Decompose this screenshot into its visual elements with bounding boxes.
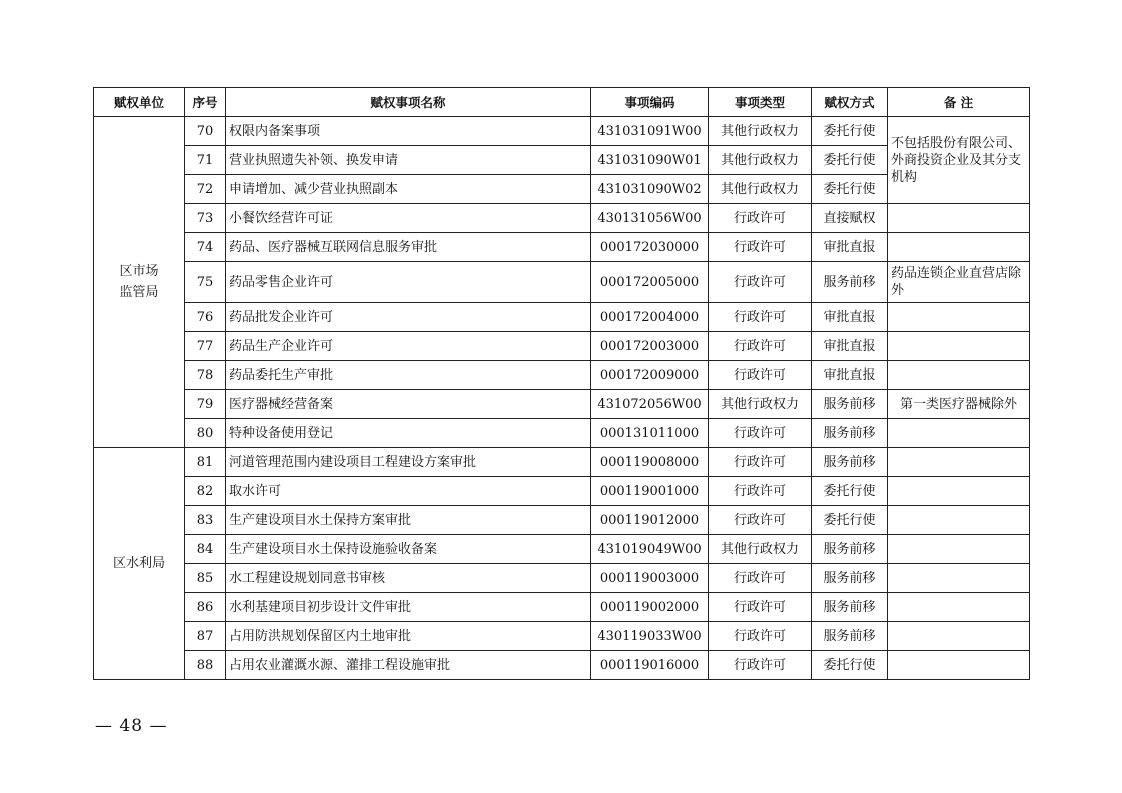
cell-seq: 80 xyxy=(185,419,226,448)
cell-method: 委托行使 xyxy=(812,506,888,535)
table-row xyxy=(94,564,1030,593)
cell-note: 第一类医疗器械除外 xyxy=(888,390,1030,419)
cell-seq: 87 xyxy=(185,622,226,651)
cell-method: 服务前移 xyxy=(812,419,888,448)
cell-seq: 74 xyxy=(185,233,226,262)
table-row xyxy=(94,361,1030,390)
cell-seq: 85 xyxy=(185,564,226,593)
cell-code: 431031090W02 xyxy=(591,175,709,204)
cell-method: 服务前移 xyxy=(812,593,888,622)
cell-type: 其他行政权力 xyxy=(709,390,812,419)
table-header-row xyxy=(94,88,1030,117)
table-row xyxy=(94,419,1030,448)
cell-note xyxy=(888,303,1030,332)
cell-code: 000172004000 xyxy=(591,303,709,332)
cell-note xyxy=(888,477,1030,506)
header-note: 备 注 xyxy=(888,88,1030,117)
cell-code: 000172009000 xyxy=(591,361,709,390)
cell-name: 占用农业灌溉水源、灌排工程设施审批 xyxy=(226,651,591,680)
cell-type: 行政许可 xyxy=(709,593,812,622)
cell-type: 其他行政权力 xyxy=(709,146,812,175)
cell-method: 委托行使 xyxy=(812,477,888,506)
cell-seq: 75 xyxy=(185,262,226,303)
cell-code: 000119016000 xyxy=(591,651,709,680)
authorization-table xyxy=(93,87,1030,680)
cell-seq: 82 xyxy=(185,477,226,506)
header-unit: 赋权单位 xyxy=(94,88,185,117)
cell-seq: 77 xyxy=(185,332,226,361)
table-row xyxy=(94,390,1030,419)
cell-type: 行政许可 xyxy=(709,332,812,361)
cell-code: 000172005000 xyxy=(591,262,709,303)
cell-method: 委托行使 xyxy=(812,117,888,146)
cell-code: 431031091W00 xyxy=(591,117,709,146)
cell-code: 000119001000 xyxy=(591,477,709,506)
page-number: — 48 — xyxy=(95,716,168,736)
cell-type: 行政许可 xyxy=(709,204,812,233)
cell-seq: 86 xyxy=(185,593,226,622)
cell-type: 行政许可 xyxy=(709,262,812,303)
cell-type: 行政许可 xyxy=(709,303,812,332)
cell-type: 其他行政权力 xyxy=(709,175,812,204)
cell-note xyxy=(888,593,1030,622)
cell-seq: 79 xyxy=(185,390,226,419)
unit-water-resources: 区水利局 xyxy=(94,448,185,680)
cell-note xyxy=(888,448,1030,477)
cell-note xyxy=(888,419,1030,448)
table-row xyxy=(94,233,1030,262)
cell-seq: 76 xyxy=(185,303,226,332)
cell-name: 药品批发企业许可 xyxy=(226,303,591,332)
cell-seq: 84 xyxy=(185,535,226,564)
cell-seq: 88 xyxy=(185,651,226,680)
cell-seq: 78 xyxy=(185,361,226,390)
cell-type: 行政许可 xyxy=(709,361,812,390)
cell-seq: 71 xyxy=(185,146,226,175)
cell-code: 430131056W00 xyxy=(591,204,709,233)
cell-type: 其他行政权力 xyxy=(709,117,812,146)
cell-name: 药品生产企业许可 xyxy=(226,332,591,361)
cell-name: 取水许可 xyxy=(226,477,591,506)
cell-seq: 70 xyxy=(185,117,226,146)
table-row xyxy=(94,651,1030,680)
table-row xyxy=(94,477,1030,506)
table-row xyxy=(94,204,1030,233)
cell-name: 占用防洪规划保留区内土地审批 xyxy=(226,622,591,651)
cell-type: 行政许可 xyxy=(709,419,812,448)
header-name: 赋权事项名称 xyxy=(226,88,591,117)
header-code: 事项编码 xyxy=(591,88,709,117)
cell-type: 行政许可 xyxy=(709,564,812,593)
header-type: 事项类型 xyxy=(709,88,812,117)
cell-method: 委托行使 xyxy=(812,175,888,204)
cell-seq: 73 xyxy=(185,204,226,233)
cell-name: 生产建设项目水土保持设施验收备案 xyxy=(226,535,591,564)
cell-name: 特种设备使用登记 xyxy=(226,419,591,448)
cell-note xyxy=(888,332,1030,361)
unit-market-supervision: 区市场 监管局 xyxy=(94,117,185,448)
cell-code: 431031090W01 xyxy=(591,146,709,175)
cell-name: 权限内备案事项 xyxy=(226,117,591,146)
table-row xyxy=(94,593,1030,622)
cell-note xyxy=(888,535,1030,564)
cell-method: 委托行使 xyxy=(812,146,888,175)
cell-type: 行政许可 xyxy=(709,622,812,651)
cell-method: 审批直报 xyxy=(812,361,888,390)
table-row xyxy=(94,303,1030,332)
cell-type: 其他行政权力 xyxy=(709,535,812,564)
cell-code: 430119033W00 xyxy=(591,622,709,651)
cell-code: 000119003000 xyxy=(591,564,709,593)
cell-name: 水利基建项目初步设计文件审批 xyxy=(226,593,591,622)
cell-method: 服务前移 xyxy=(812,535,888,564)
cell-code: 000119012000 xyxy=(591,506,709,535)
cell-note xyxy=(888,564,1030,593)
header-seq: 序号 xyxy=(185,88,226,117)
table-row xyxy=(94,117,1030,146)
cell-code: 000172030000 xyxy=(591,233,709,262)
cell-name: 生产建设项目水土保持方案审批 xyxy=(226,506,591,535)
header-method: 赋权方式 xyxy=(812,88,888,117)
table-row xyxy=(94,262,1030,303)
cell-note: 药品连锁企业直营店除外 xyxy=(888,262,1030,303)
cell-name: 药品、医疗器械互联网信息服务审批 xyxy=(226,233,591,262)
cell-code: 431072056W00 xyxy=(591,390,709,419)
cell-name: 药品委托生产审批 xyxy=(226,361,591,390)
table-row xyxy=(94,332,1030,361)
cell-name: 小餐饮经营许可证 xyxy=(226,204,591,233)
cell-type: 行政许可 xyxy=(709,448,812,477)
table-row xyxy=(94,448,1030,477)
cell-type: 行政许可 xyxy=(709,651,812,680)
cell-method: 服务前移 xyxy=(812,262,888,303)
cell-seq: 83 xyxy=(185,506,226,535)
cell-method: 审批直报 xyxy=(812,332,888,361)
cell-note xyxy=(888,506,1030,535)
cell-note xyxy=(888,622,1030,651)
cell-type: 行政许可 xyxy=(709,233,812,262)
cell-method: 服务前移 xyxy=(812,390,888,419)
cell-method: 服务前移 xyxy=(812,622,888,651)
cell-code: 000119008000 xyxy=(591,448,709,477)
cell-code: 000119002000 xyxy=(591,593,709,622)
cell-type: 行政许可 xyxy=(709,477,812,506)
cell-seq: 72 xyxy=(185,175,226,204)
cell-code: 000172003000 xyxy=(591,332,709,361)
table-row xyxy=(94,535,1030,564)
table-row xyxy=(94,622,1030,651)
cell-name: 申请增加、减少营业执照副本 xyxy=(226,175,591,204)
table-row xyxy=(94,506,1030,535)
cell-method: 直接赋权 xyxy=(812,204,888,233)
cell-method: 委托行使 xyxy=(812,651,888,680)
cell-method: 审批直报 xyxy=(812,303,888,332)
cell-note xyxy=(888,204,1030,233)
cell-method: 审批直报 xyxy=(812,233,888,262)
cell-name: 医疗器械经营备案 xyxy=(226,390,591,419)
cell-method: 服务前移 xyxy=(812,448,888,477)
cell-method: 服务前移 xyxy=(812,564,888,593)
cell-name: 营业执照遗失补领、换发申请 xyxy=(226,146,591,175)
cell-name: 水工程建设规划同意书审核 xyxy=(226,564,591,593)
cell-note xyxy=(888,233,1030,262)
cell-note: 不包括股份有限公司、外商投资企业及其分支机构 xyxy=(888,117,1030,204)
cell-type: 行政许可 xyxy=(709,506,812,535)
cell-name: 河道管理范围内建设项目工程建设方案审批 xyxy=(226,448,591,477)
cell-seq: 81 xyxy=(185,448,226,477)
cell-code: 431019049W00 xyxy=(591,535,709,564)
cell-code: 000131011000 xyxy=(591,419,709,448)
cell-note xyxy=(888,651,1030,680)
cell-note xyxy=(888,361,1030,390)
cell-name: 药品零售企业许可 xyxy=(226,262,591,303)
